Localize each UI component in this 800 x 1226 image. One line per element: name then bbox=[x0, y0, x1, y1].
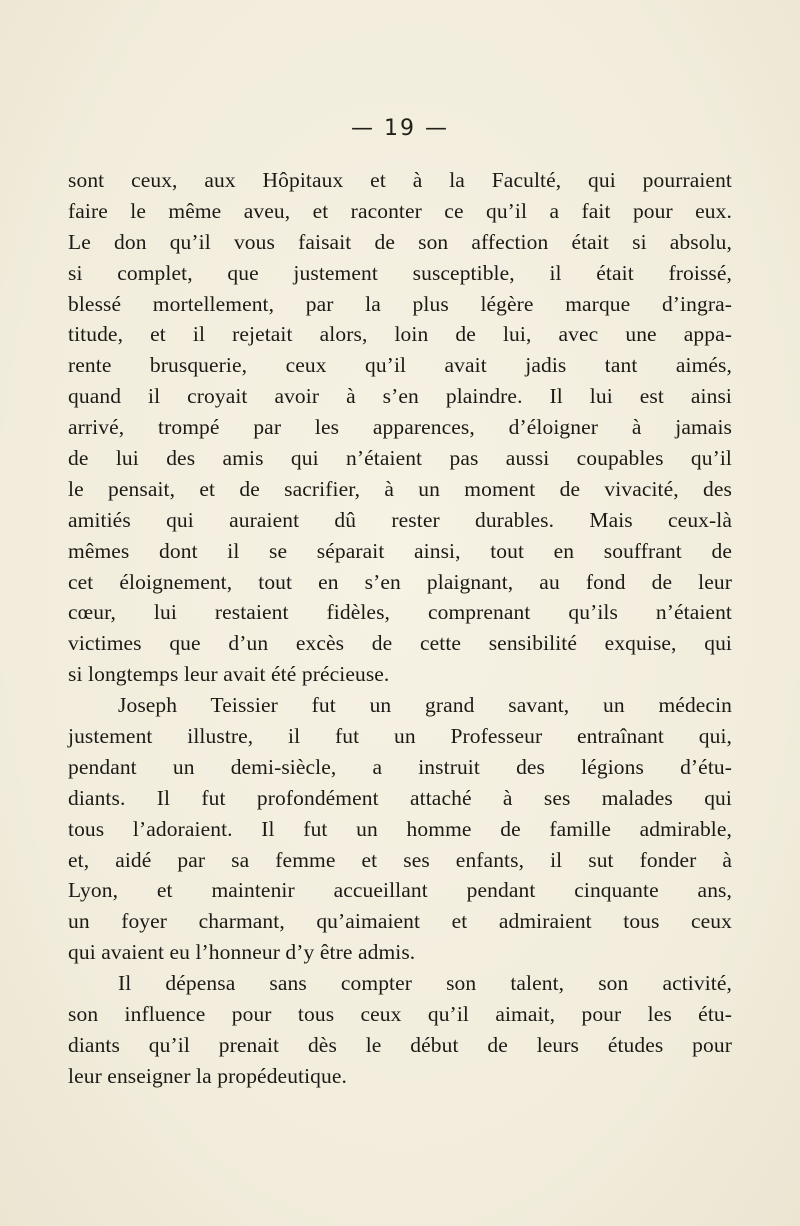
text-line: titude, et il rejetait alors, loin de lui, avec une appa- bbox=[68, 322, 732, 347]
text-line: son influence pour tous ceux qu’il aimait, pour les étu- bbox=[68, 1002, 732, 1027]
text-line: un foyer charmant, qu’aimaient et admiraient tous ceux bbox=[68, 909, 732, 934]
text-line: victimes que d’un excès de cette sensibilité exquise, qui bbox=[68, 631, 732, 656]
text-line: diants qu’il prenait dès le début de leurs études pour bbox=[68, 1032, 732, 1057]
text-line: rente brusquerie, ceux qu’il avait jadis tant aimés, bbox=[68, 353, 732, 378]
paragraph-end-line: si longtemps leur avait été précieuse. bbox=[68, 662, 390, 687]
page-number: — 19 — bbox=[351, 116, 449, 141]
text-line: amitiés qui auraient dû rester durables. Mais ceux-là bbox=[68, 507, 732, 532]
text-line: diants. Il fut profondément attaché à ses malades qui bbox=[68, 785, 732, 810]
text-line: blessé mortellement, par la plus légère marque d’ingra- bbox=[68, 291, 732, 316]
text-line: justement illustre, il fut un Professeur entraînant qui, bbox=[68, 724, 732, 749]
text-line: Le don qu’il vous faisait de son affection était si absolu, bbox=[68, 229, 732, 254]
paragraph-end-line: qui avaient eu l’honneur d’y être admis. bbox=[68, 940, 416, 965]
text-line: faire le même aveu, et raconter ce qu’il a fait pour eux. bbox=[68, 198, 732, 223]
text-line: quand il croyait avoir à s’en plaindre. Il lui est ainsi bbox=[68, 384, 732, 409]
text-line: arrivé, trompé par les apparences, d’éloigner à jamais bbox=[68, 415, 732, 440]
text-line: Lyon, et maintenir accueillant pendant cinquante ans, bbox=[68, 878, 732, 903]
text-line: pendant un demi-siècle, a instruit des légions d’étu- bbox=[68, 754, 732, 779]
text-line: cœur, lui restaient fidèles, comprenant qu’ils n’étaient bbox=[68, 600, 732, 625]
text-line: cet éloignement, tout en s’en plaignant, au fond de leur bbox=[68, 569, 732, 594]
text-line: mêmes dont il se séparait ainsi, tout en souffrant de bbox=[68, 538, 732, 563]
paragraph-start-line: Il dépensa sans compter son talent, son activité, bbox=[118, 971, 732, 996]
text-line: si complet, que justement susceptible, il était froissé, bbox=[68, 260, 732, 285]
body-text bbox=[68, 165, 732, 1092]
text-line: sont ceux, aux Hôpitaux et à la Faculté, qui pourraient bbox=[68, 168, 732, 192]
text-line: le pensait, et de sacrifier, à un moment de vivacité, des bbox=[68, 476, 732, 501]
text-line: tous l’adoraient. Il fut un homme de famille admirable, bbox=[68, 816, 732, 841]
text-line: de lui des amis qui n’étaient pas aussi coupables qu’il bbox=[68, 446, 732, 471]
paragraph-end-line: leur enseigner la propédeutique. bbox=[68, 1063, 348, 1088]
paragraph-start-line: Joseph Teissier fut un grand savant, un médecin bbox=[118, 693, 732, 718]
text-line: et, aidé par sa femme et ses enfants, il sut fonder à bbox=[68, 847, 732, 872]
